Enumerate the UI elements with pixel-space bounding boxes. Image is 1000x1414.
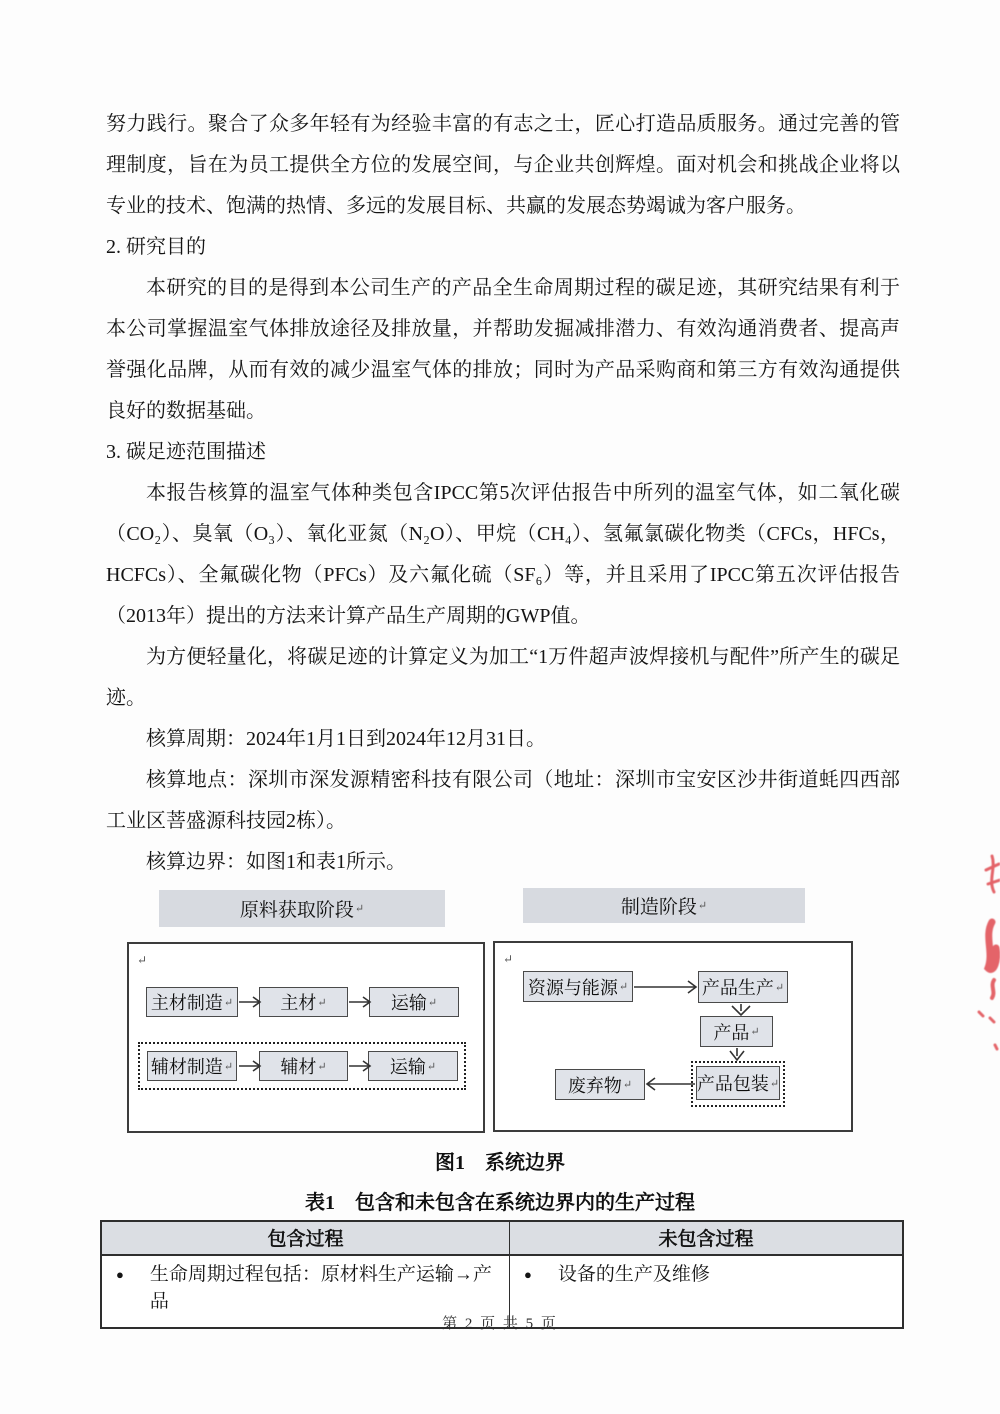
raw-material-panel	[127, 942, 485, 1133]
node-product	[700, 1016, 773, 1047]
node-transport-main	[369, 987, 459, 1017]
header-excluded-processes: 未包含过程	[658, 1229, 754, 1250]
node-product-production	[698, 971, 788, 1003]
node-transport-auxiliary	[368, 1051, 458, 1081]
stage-header-manufacturing-label: 制造阶段	[620, 897, 697, 918]
node-label: 产品包装	[696, 1074, 769, 1094]
paragraph-mark: ↵	[622, 1079, 633, 1091]
paragraph-mark: ↵	[317, 996, 327, 1009]
node-label: 辅材	[280, 1057, 317, 1077]
node-label: 运输	[390, 993, 427, 1013]
header-included-processes: 包含过程	[102, 1222, 510, 1254]
paragraph-mark: ↵	[223, 1060, 234, 1073]
paragraph-mark: ↵	[697, 900, 708, 912]
paragraph-mark: ↵	[503, 952, 514, 966]
node-label: 运输	[389, 1057, 426, 1077]
paragraph-mark: ↵	[774, 981, 785, 994]
paragraph-mark: ↵	[223, 996, 234, 1009]
bullet-icon: ●	[116, 1267, 124, 1282]
paragraph-research-purpose: 本研究的目的是得到本公司生产的产品全生命周期过程的碳足迹，其研究结果有利于本公司掌握温室气体排放途径及排放量，并帮助发掘减排潜力、有效沟通消费者、提高声誉强化品牌，从而有效的减少温室气体的排放；同时为产品采购商和第三方有效沟通提供良好的数据基础。	[106, 277, 900, 422]
section-2-heading: 2. 研究目的	[106, 236, 206, 258]
paragraph-mark: ↵	[426, 1060, 437, 1073]
red-stamp-mark	[970, 840, 1000, 1080]
node-auxiliary-material-manufacturing	[147, 1051, 237, 1081]
table-1-title: 表1 包含和未包含在系统边界内的生产过程	[305, 1192, 695, 1214]
body-text	[106, 104, 900, 883]
stage-header-manufacturing	[523, 888, 805, 923]
cell-text: 设备的生产及维修	[557, 1264, 710, 1285]
system-boundary-figure	[100, 880, 910, 1142]
boundary-table-header-row	[102, 1222, 902, 1256]
node-resources-energy	[523, 971, 633, 1002]
paragraph-ghg-scope: 本报告核算的温室气体种类包含IPCC第5次评估报告中所列的温室气体，如二氧化碳（CO₂）、臭氧（O₃）、氧化亚氮（N₂O）、甲烷（CH₄）、氢氟氯碳化物类（CFCs，HFCs，HCFCs）、全氟碳化物（PFCs）及六氟化硫（SF₆）等，并且采用了IPCC第五次评估报告（2013年）提出的方法来计算产品生产周期的GWP值。	[106, 482, 900, 627]
page-number: 第 2 页 共 5 页	[442, 1316, 558, 1332]
node-label: 辅材制造	[150, 1057, 223, 1077]
figure-1-caption: 图1 系统边界	[435, 1152, 565, 1174]
node-main-material-manufacturing	[146, 987, 238, 1017]
paragraph-mark: ↵	[750, 1026, 760, 1038]
paragraph-mark: ↵	[427, 996, 438, 1009]
paragraph-accounting-boundary: 核算边界：如图1和表1所示。	[146, 851, 406, 873]
manufacturing-panel	[493, 941, 853, 1132]
node-label: 主材制造	[150, 993, 223, 1013]
node-label: 主材	[280, 993, 317, 1013]
node-label: 废弃物	[567, 1075, 622, 1096]
node-label: 资源与能源	[527, 977, 618, 998]
stage-header-raw-material-label: 原料获取阶段	[239, 900, 354, 921]
paragraph-accounting-location: 核算地点：深圳市深发源精密科技有限公司（地址：深圳市宝安区沙井街道蚝四西部工业区菩盛源科技园2栋）。	[106, 769, 900, 832]
paragraph-accounting-period: 核算周期：2024年1月1日到2024年12月31日。	[146, 728, 546, 750]
node-waste	[555, 1069, 645, 1100]
node-label: 产品生产	[701, 978, 774, 998]
paragraph-mark: ↵	[769, 1077, 780, 1090]
section-3-heading: 3. 碳足迹范围描述	[106, 441, 266, 463]
node-auxiliary-material	[259, 1051, 348, 1081]
node-main-material	[259, 987, 348, 1017]
paragraph-mark: ↵	[618, 981, 629, 993]
paragraph-mark: ↵	[354, 903, 365, 915]
stage-header-raw-material	[159, 890, 445, 927]
paragraph-company-intro: 努力践行。聚合了众多年轻有为经验丰富的有志之士，匠心打造品质服务。通过完善的管理制度，旨在为员工提供全方位的发展空间，与企业共创辉煌。面对机会和挑战企业将以专业的技术、饱满的热情、多远的发展目标、共赢的发展态势竭诚为客户服务。	[106, 113, 900, 217]
paragraph-mark: ↵	[137, 953, 148, 967]
node-label: 产品	[713, 1022, 750, 1043]
bullet-icon: ●	[524, 1267, 532, 1282]
cell-text: 生命周期过程包括：原材料生产运输→产品	[149, 1264, 492, 1312]
node-product-packaging	[696, 1066, 780, 1100]
paragraph-mark: ↵	[317, 1060, 327, 1073]
paragraph-functional-unit: 为方便轻量化，将碳足迹的计算定义为加工“1万件超声波焊接机与配件”所产生的碳足迹。	[106, 646, 900, 709]
